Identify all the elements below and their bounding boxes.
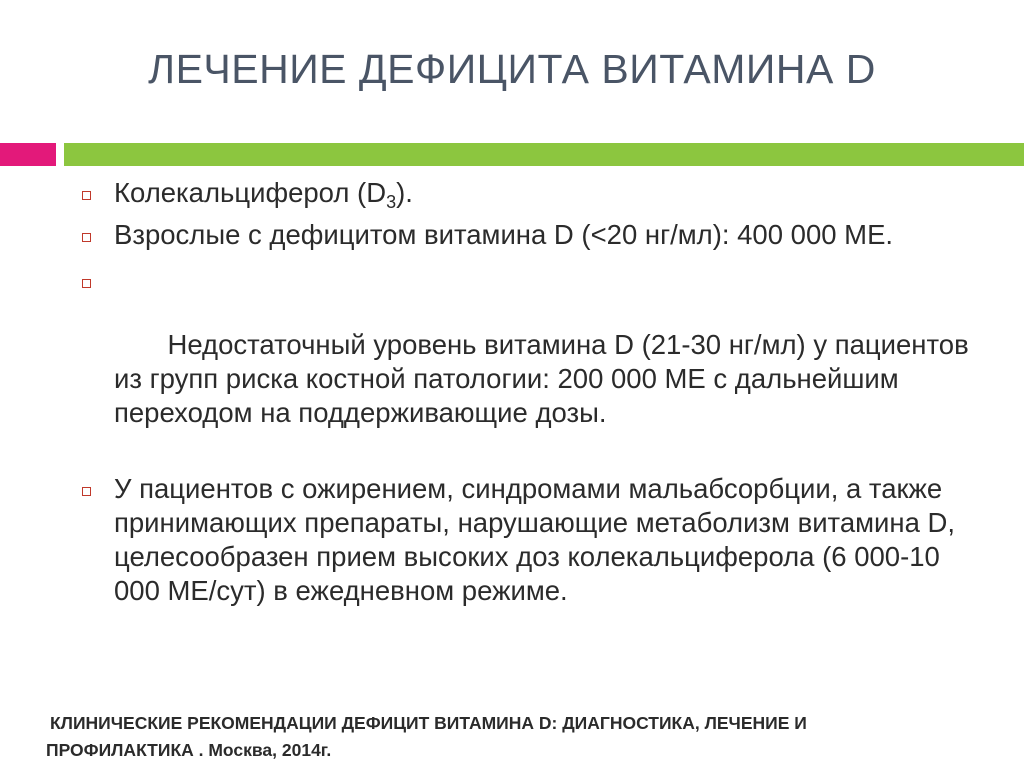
accent-bar-green	[64, 143, 1024, 166]
accent-bar-pink	[0, 143, 56, 166]
bullet-item	[78, 176, 978, 210]
bullet-text: Колекальциферол (D	[114, 177, 387, 208]
square-bullet-icon	[82, 191, 91, 200]
square-bullet-icon	[82, 487, 91, 496]
reference-note	[46, 710, 946, 764]
bullet-item	[78, 260, 978, 464]
bullet-text: Взрослые с дефицитом витамина D (<20 нг/мл): 400 000 МЕ.	[114, 219, 894, 250]
square-bullet-icon	[82, 279, 91, 288]
subscript: 3	[386, 192, 397, 212]
slide-title: ЛЕЧЕНИЕ ДЕФИЦИТА ВИТАМИНА D	[148, 46, 876, 92]
reference-line-1: КЛИНИЧЕСКИЕ РЕКОМЕНДАЦИИ ДЕФИЦИТ ВИТАМИНА D: ДИАГНОСТИКА, ЛЕЧЕНИЕ И	[50, 713, 807, 733]
square-bullet-icon	[82, 233, 91, 242]
bullet-text: У пациентов с ожирением, синдромами мальабсорбции, а также принимающих препараты, нарушающие метаболизм витамина D, целесообразен прием высоких доз колекальциферола (6 000-10 000 МЕ/сут) в ежедневном режиме.	[114, 473, 956, 606]
bullet-item	[78, 472, 978, 608]
bullet-text: Недостаточный уровень витамина D (21-30 нг/мл) у пациентов из групп риска костной патологии: 200 000 МЕ с дальнейшим переходом на поддерживающие дозы.	[114, 329, 977, 428]
reference-line-2: ПРОФИЛАКТИКА . Москва, 2014г.	[46, 740, 332, 760]
bullet-text-tail: ).	[396, 177, 413, 208]
bullet-list	[78, 176, 978, 616]
bullet-item	[78, 218, 978, 252]
